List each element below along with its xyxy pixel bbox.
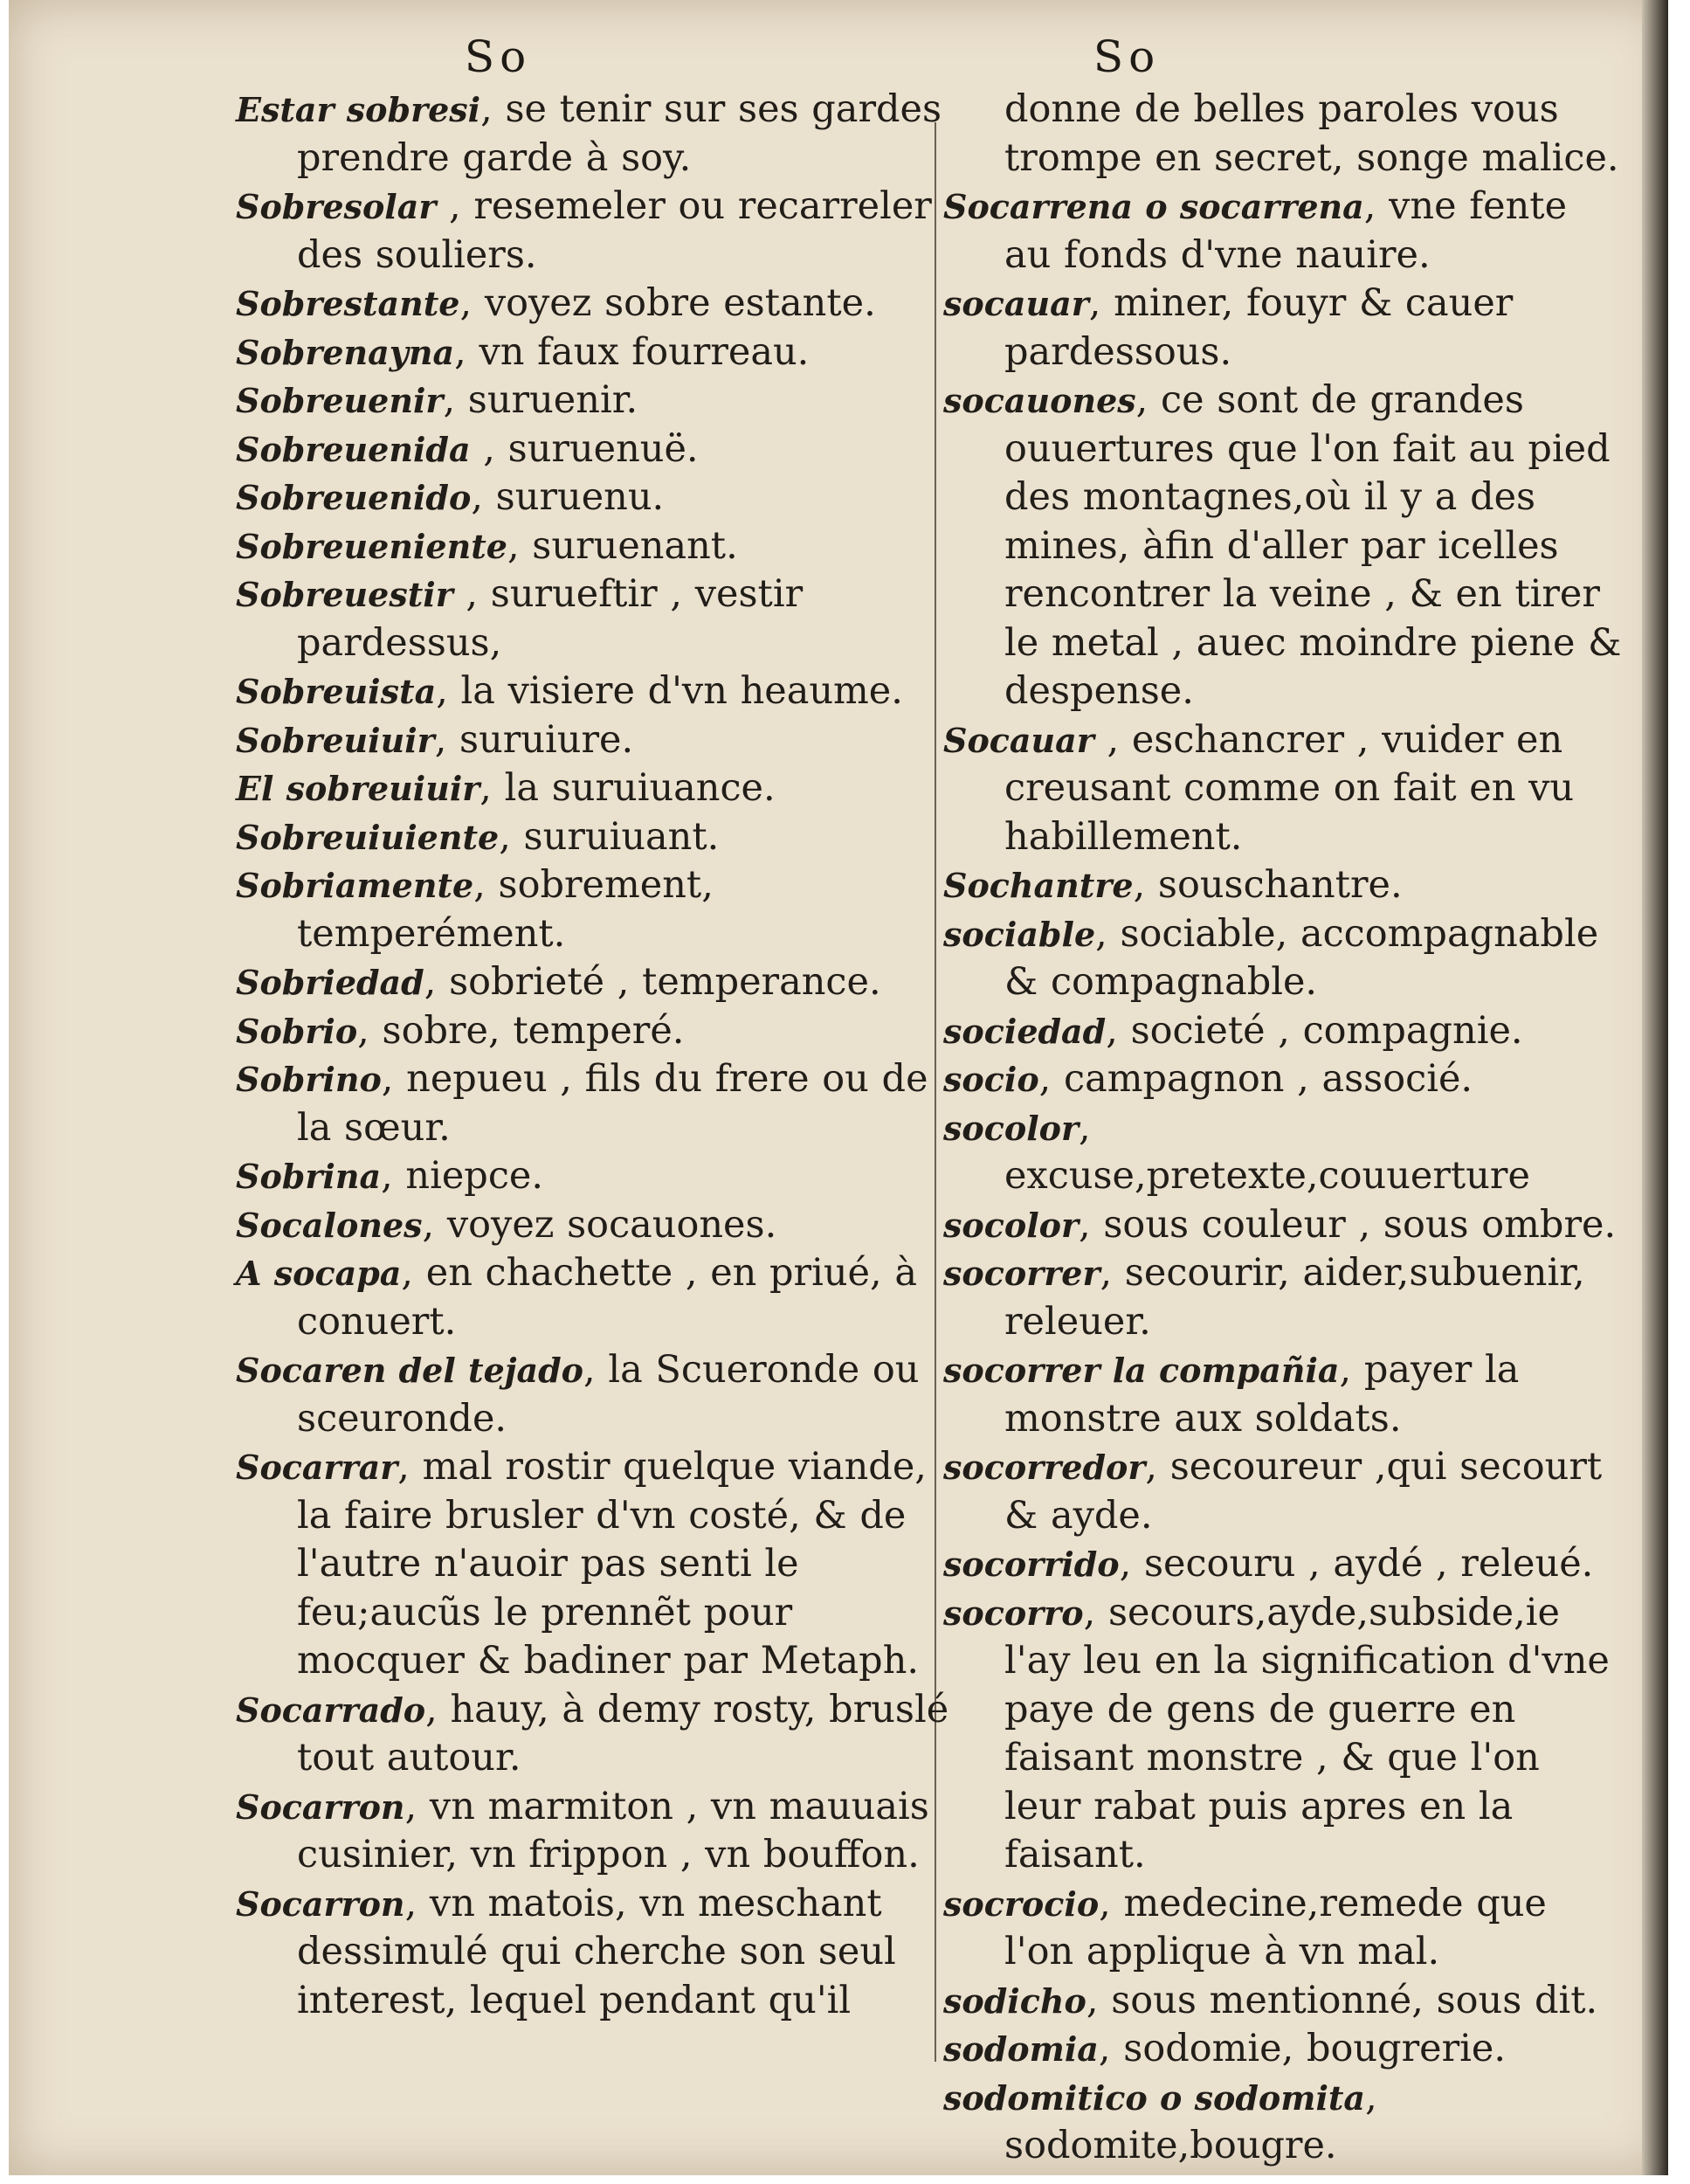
entry-headword: Socarrar xyxy=(236,1448,398,1487)
entry-headword: sociedad xyxy=(943,1011,1107,1051)
entry-definition: , excuse,pretexte,couuerture xyxy=(1004,1105,1530,1198)
dictionary-entry xyxy=(943,1055,1624,1104)
entry-definition: , eschancrer , vuider en creusant comme on fait en vu habillement. xyxy=(1004,717,1575,859)
entry-headword: Sobreuenida xyxy=(236,429,471,469)
entry-headword: Socarrena o socarrena xyxy=(943,187,1364,226)
dictionary-entry xyxy=(236,764,952,813)
dictionary-entry xyxy=(236,522,952,571)
entry-definition: , sociable, accompagnable & compagnable. xyxy=(1004,911,1599,1004)
dictionary-entry xyxy=(236,1346,952,1443)
entry-headword: sodicho xyxy=(943,1980,1086,2021)
entry-definition: , se tenir sur ses gardes prendre garde à soy. xyxy=(297,87,942,180)
entry-definition: , souschantre. xyxy=(1133,863,1403,907)
entry-headword: Sobresolar xyxy=(236,187,437,226)
dictionary-entry xyxy=(236,861,952,958)
entry-definition: , surueftir , vestir pardessus, xyxy=(297,572,804,665)
entry-definition: , secoureur ,qui secourt & ayde. xyxy=(1004,1445,1603,1538)
entry-definition: , sous mentionné, sous dit. xyxy=(1086,1978,1598,2022)
entry-headword: Sobrestante xyxy=(236,284,460,323)
entry-definition: , vn matois, vn meschant dessimulé qui cherche son seul interest, lequel pendant qu'il xyxy=(297,1881,896,2022)
dictionary-entry xyxy=(236,425,952,474)
entry-headword: socorro xyxy=(943,1593,1084,1633)
entry-definition: , sobrement, temperément. xyxy=(297,863,714,956)
dictionary-entry xyxy=(943,1443,1624,1540)
entry-definition: , vn faux fourreau. xyxy=(454,329,810,374)
left-running-head: So xyxy=(464,31,532,82)
entry-definition: , secourir, aider,subuenir, releuer. xyxy=(1004,1251,1585,1344)
entry-definition: , vn marmiton , vn mauuais cusinier, vn frippon , vn bouffon. xyxy=(297,1784,929,1876)
entry-headword: socorrido xyxy=(943,1545,1120,1584)
dictionary-entry xyxy=(236,1201,952,1250)
entry-headword: Sobreuiuir xyxy=(236,720,435,760)
book-page xyxy=(9,0,1668,2175)
entry-headword: socauar xyxy=(943,284,1089,323)
dictionary-entry xyxy=(943,1249,1624,1346)
dictionary-entry xyxy=(943,716,1624,862)
entry-definition: , sous couleur , sous ombre. xyxy=(1079,1202,1617,1247)
entry-headword: sociable xyxy=(943,914,1096,954)
entry-headword: Socarron xyxy=(236,1787,405,1827)
dictionary-entry xyxy=(236,570,952,667)
entry-definition: , voyez sobre estante. xyxy=(459,281,876,325)
dictionary-entry xyxy=(236,958,952,1007)
entry-headword: Socarron xyxy=(236,1883,405,1924)
dictionary-entry xyxy=(236,377,952,425)
entry-definition: , suruenir. xyxy=(443,378,638,422)
dictionary-entry xyxy=(236,716,952,765)
dictionary-entry xyxy=(943,1540,1624,1589)
entry-definition: , nepueu , fils du frere ou de la sœur. xyxy=(297,1057,928,1150)
entry-definition: , suruiuant. xyxy=(499,814,720,859)
entry-definition: , la suruiuance. xyxy=(479,766,776,810)
entry-headword: Sobriedad xyxy=(236,963,424,1002)
entry-headword: Sobreuestir xyxy=(236,575,453,614)
entry-definition: , medecine,remede que l'on applique à vn mal. xyxy=(1004,1881,1547,1973)
entry-headword: Socarrado xyxy=(236,1690,426,1730)
dictionary-entry xyxy=(943,1104,1624,1201)
entry-headword: socauones xyxy=(943,381,1136,420)
dictionary-entry xyxy=(943,1977,1624,2026)
entry-headword: El sobreuiuir xyxy=(236,769,480,808)
entry-headword: Sobrenayna xyxy=(236,332,455,372)
dictionary-entry xyxy=(236,813,952,862)
entry-definition: , suruenuë. xyxy=(470,426,699,471)
right-column xyxy=(943,31,1624,2171)
entry-headword: Socalones xyxy=(236,1205,423,1245)
dictionary-entry xyxy=(943,1346,1624,1443)
right-running-head: So xyxy=(1093,31,1161,82)
dictionary-entry xyxy=(943,910,1624,1007)
entry-headword: socolor xyxy=(943,1108,1080,1148)
entry-definition: , miner, fouyr & cauer pardessous. xyxy=(1004,281,1514,374)
entry-headword: sodomitico o sodomita xyxy=(943,2077,1366,2118)
entry-headword: Sobriamente xyxy=(236,866,474,905)
entry-definition: , suruiure. xyxy=(434,717,634,762)
left-entries xyxy=(236,86,952,2025)
entry-definition: , mal rostir quelque viande, la faire brusler d'vn costé, & de l'autre n'auoir pas senti le feu;aucũs le prennẽt pour mocquer & badiner par Metaph. xyxy=(297,1445,927,1683)
entry-definition: , niepce. xyxy=(381,1154,544,1198)
entry-definition: , payer la monstre aux soldats. xyxy=(1004,1348,1520,1441)
dictionary-entry xyxy=(236,1443,952,1686)
dictionary-entry xyxy=(943,1007,1624,1056)
entry-definition: , secours,ayde,subside,ie l'ay leu en la signification d'vne paye de gens de guerre en faisant monstre , & que l'on leur rabat puis apres en la faisant. xyxy=(1004,1590,1610,1876)
dictionary-entry xyxy=(943,377,1624,716)
entry-definition: , la visiere d'vn heaume. xyxy=(436,669,903,713)
dictionary-entry xyxy=(236,1249,952,1346)
entry-headword: Sobreuiuiente xyxy=(236,817,500,857)
right-entries xyxy=(943,86,1624,2171)
dictionary-entry xyxy=(943,861,1624,910)
dictionary-entry xyxy=(236,280,952,328)
entry-headword: socio xyxy=(943,1060,1039,1099)
dictionary-entry xyxy=(236,86,952,183)
entry-headword: Sobreuenido xyxy=(236,478,472,517)
dictionary-entry xyxy=(943,2074,1624,2171)
entry-definition: , societé , compagnie. xyxy=(1106,1008,1523,1053)
entry-headword: Sobrio xyxy=(236,1011,358,1051)
entry-headword: Sobrina xyxy=(236,1157,382,1196)
left-column xyxy=(236,31,952,2025)
entry-headword: Socaren del tejado xyxy=(236,1351,584,1390)
entry-headword: Sochantre xyxy=(943,866,1134,905)
dictionary-entry xyxy=(943,86,1624,183)
entry-headword: socorredor xyxy=(943,1448,1146,1487)
dictionary-entry xyxy=(236,1152,952,1201)
entry-definition: , sodomite,bougre. xyxy=(1004,2075,1377,2167)
dictionary-entry xyxy=(236,1007,952,1056)
entry-headword: socorrer la compañia xyxy=(943,1351,1340,1390)
entry-headword: Sobrino xyxy=(236,1060,382,1099)
entry-headword: socolor xyxy=(943,1205,1080,1245)
book-binding-shadow xyxy=(1642,0,1668,2175)
dictionary-entry xyxy=(943,280,1624,377)
entry-headword: A socapa xyxy=(236,1254,402,1293)
dictionary-entry xyxy=(943,183,1624,280)
entry-definition: , campagnon , associé. xyxy=(1038,1057,1473,1101)
entry-definition: donne de belles paroles vous trompe en secret, songe malice. xyxy=(1004,87,1619,180)
dictionary-entry xyxy=(236,1686,952,1783)
entry-definition: , sobrieté , temperance. xyxy=(424,960,881,1004)
dictionary-entry xyxy=(236,473,952,522)
dictionary-entry xyxy=(943,1589,1624,1880)
entry-definition: , sodomie, bougrerie. xyxy=(1098,2027,1506,2070)
entry-definition: , en chachette , en priué, à conuert. xyxy=(297,1251,917,1344)
entry-headword: sodomia xyxy=(943,2029,1099,2069)
entry-headword: socorrer xyxy=(943,1254,1100,1293)
entry-definition: , hauy, à demy rosty, bruslé tout autour. xyxy=(297,1687,949,1780)
dictionary-entry xyxy=(943,1201,1624,1250)
entry-definition: , sobre, temperé. xyxy=(357,1008,685,1053)
dictionary-entry xyxy=(236,1055,952,1152)
entry-headword: Sobreuenir xyxy=(236,381,444,420)
entry-definition: , secouru , aydé , releué. xyxy=(1119,1542,1594,1586)
dictionary-entry xyxy=(236,183,952,280)
dictionary-entry xyxy=(236,667,952,716)
dictionary-entry xyxy=(943,2025,1624,2074)
entry-definition: , la Scueronde ou sceuronde. xyxy=(297,1348,920,1441)
entry-headword: Estar sobresi xyxy=(236,90,481,129)
dictionary-entry xyxy=(236,1783,952,1880)
entry-headword: Sobreuista xyxy=(236,672,437,711)
entry-headword: socrocio xyxy=(943,1883,1100,1924)
entry-headword: Socauar xyxy=(943,720,1094,760)
dictionary-entry xyxy=(236,328,952,377)
entry-definition: , suruenu. xyxy=(471,475,665,519)
entry-definition: , resemeler ou recarreler des souliers. xyxy=(297,184,932,277)
dictionary-entry xyxy=(236,1880,952,2026)
entry-definition: , voyez socauones. xyxy=(422,1202,777,1247)
dictionary-entry xyxy=(943,1880,1624,1977)
entry-definition: , ce sont de grandes ouuertures que l'on fait au pied des montagnes,où il y a des mines, àfin d'aller par icelles rencontrer la veine , & en tirer le metal , auec moindre piene & despense. xyxy=(1004,378,1622,713)
entry-headword: Sobreueniente xyxy=(236,526,507,566)
entry-definition: , suruenant. xyxy=(507,523,738,568)
entry-definition: , vne fente au fonds d'vne nauire. xyxy=(1004,184,1568,277)
